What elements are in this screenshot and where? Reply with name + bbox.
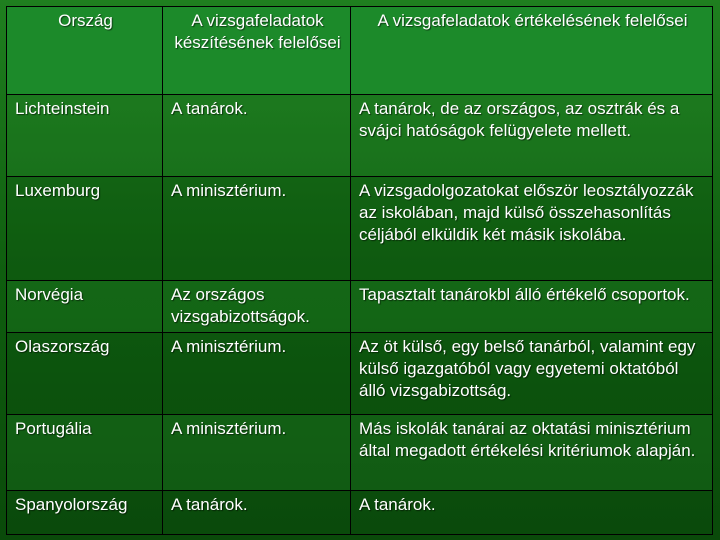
country-cell: Olaszország bbox=[7, 333, 163, 415]
country-cell: Portugália bbox=[7, 415, 163, 491]
country-cell: Norvégia bbox=[7, 281, 163, 333]
evaluation-cell: A tanárok. bbox=[351, 491, 713, 535]
table-row bbox=[7, 415, 713, 491]
country-cell: Lichteinstein bbox=[7, 95, 163, 177]
table-row bbox=[7, 281, 713, 333]
preparation-cell: A minisztérium. bbox=[163, 415, 351, 491]
preparation-cell: A minisztérium. bbox=[163, 177, 351, 281]
header-country: Ország bbox=[7, 7, 163, 95]
table-header-row bbox=[7, 7, 713, 95]
evaluation-cell: Az öt külső, egy belső tanárból, valamint egy külső igazgatóból vagy egyetemi oktatóból álló vizsgabizottság. bbox=[351, 333, 713, 415]
preparation-cell: A tanárok. bbox=[163, 95, 351, 177]
header-task-evaluation: A vizsgafeladatok értékelésének felelősei bbox=[351, 7, 713, 95]
country-cell: Spanyolország bbox=[7, 491, 163, 535]
table-row bbox=[7, 333, 713, 415]
preparation-cell: A tanárok. bbox=[163, 491, 351, 535]
evaluation-cell: A tanárok, de az országos, az osztrák és a svájci hatóságok felügyelete mellett. bbox=[351, 95, 713, 177]
table-row bbox=[7, 177, 713, 281]
evaluation-cell: Tapasztalt tanárokbl álló értékelő csoportok. bbox=[351, 281, 713, 333]
evaluation-cell: Más iskolák tanárai az oktatási minisztérium által megadott értékelési kritériumok alapján. bbox=[351, 415, 713, 491]
table-row bbox=[7, 491, 713, 535]
table-row bbox=[7, 95, 713, 177]
exam-responsibility-table bbox=[6, 6, 713, 535]
header-task-preparation: A vizsgafeladatok készítésének felelősei bbox=[163, 7, 351, 95]
preparation-cell: Az országos vizsgabizottságok. bbox=[163, 281, 351, 333]
evaluation-cell: A vizsgadolgozatokat először leosztályozzák az iskolában, majd külső összehasonlítás céljából elküldik két másik iskolába. bbox=[351, 177, 713, 281]
preparation-cell: A minisztérium. bbox=[163, 333, 351, 415]
country-cell: Luxemburg bbox=[7, 177, 163, 281]
